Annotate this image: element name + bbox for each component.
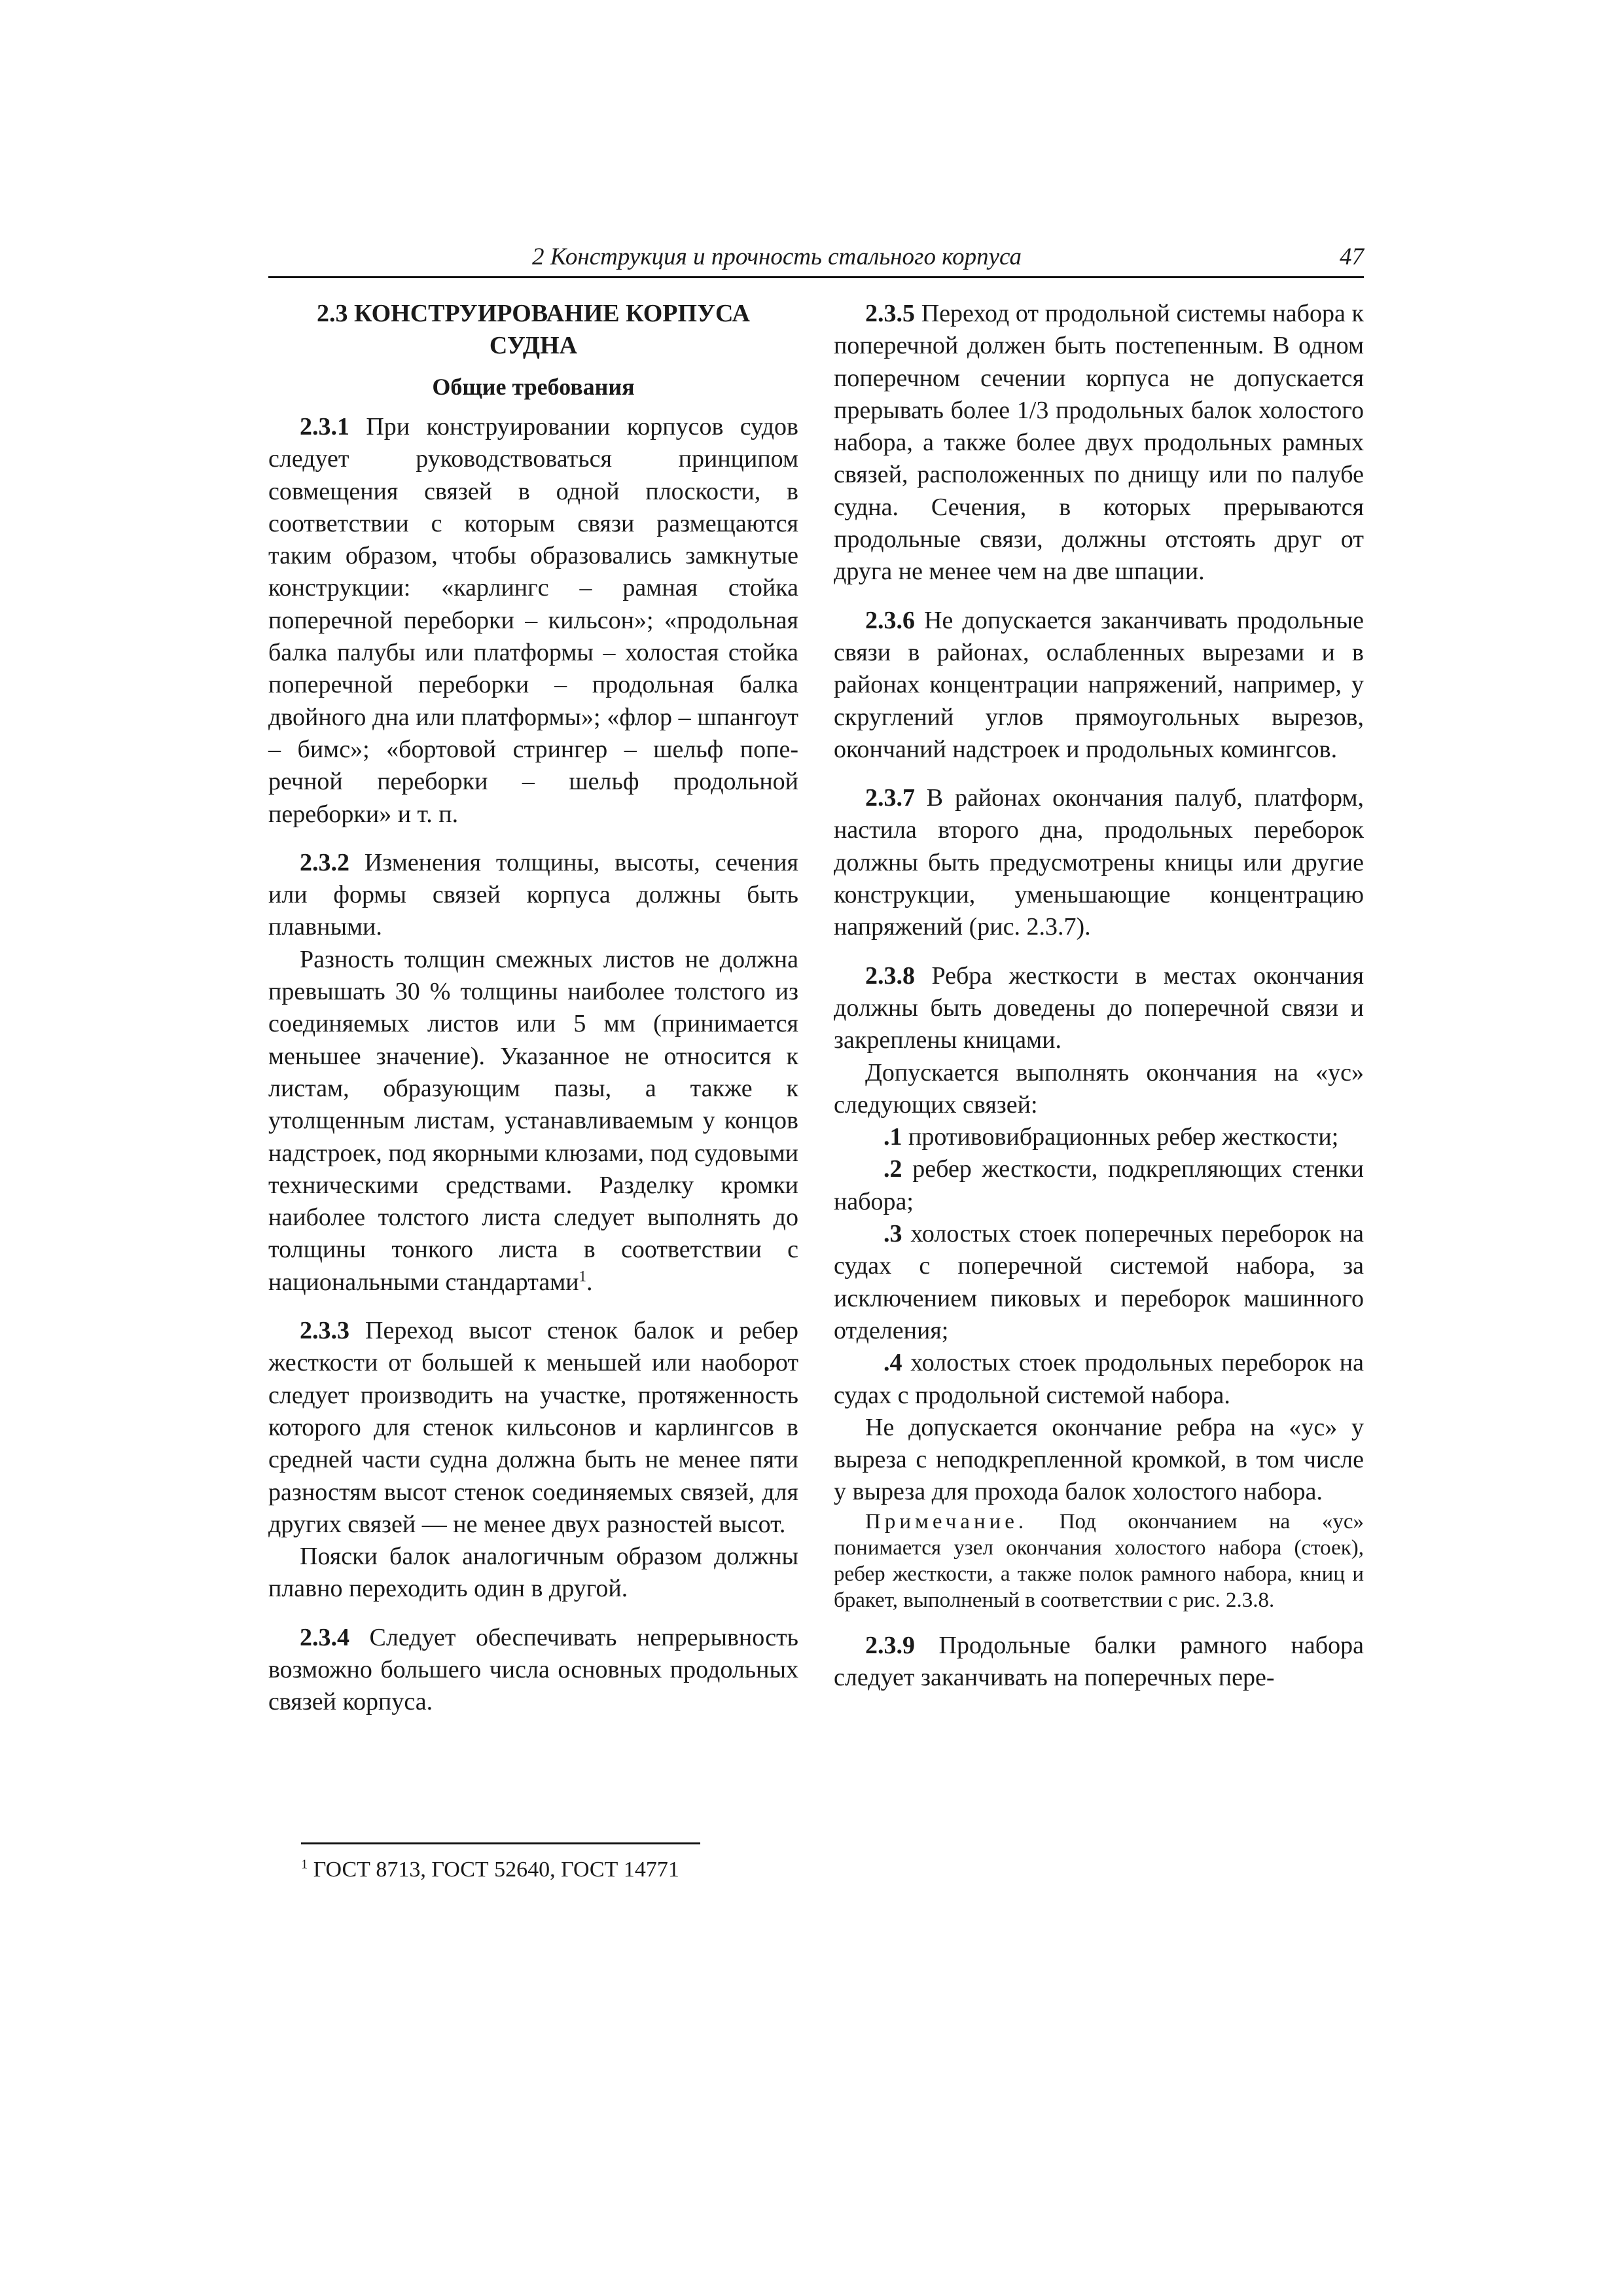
paragraph-2-3-8-continued bbox=[834, 1057, 1364, 1122]
clause-number: 2.3.7 bbox=[865, 784, 915, 812]
right-column bbox=[834, 298, 1364, 1694]
running-header bbox=[268, 241, 1364, 278]
paragraph-text: Переход от продольной системы набора к поперечной должен быть постепенным. В одном поперечном сечении корпуса не допускается прерывать более 1/3 продольных балок холостого набора, а также более двух продольных рамных связей, расположенных по днищу или по палубе судна. Сечения, в которых прерываются продольные связи, должны отстоять друг от друга не менее чем на две шпации. bbox=[834, 300, 1364, 586]
footnote bbox=[301, 1856, 798, 1884]
clause-number: 2.3.4 bbox=[300, 1623, 349, 1651]
note bbox=[834, 1509, 1364, 1613]
paragraph-text: Не допускается окончание ребра на «ус» у выреза с неподкрепленной кромкой, в том числе у выреза для прохода балок холостого набора. bbox=[834, 1413, 1364, 1506]
clause-number: 2.3.3 bbox=[300, 1317, 349, 1345]
note-label: Примечание. bbox=[865, 1509, 1028, 1534]
paragraph-text: Следует обеспечивать непрерывность возможно большего числа основных продольных связей корпуса. bbox=[268, 1623, 798, 1716]
section-title bbox=[268, 298, 798, 362]
left-column bbox=[268, 298, 798, 1719]
paragraph-2-3-4 bbox=[268, 1622, 798, 1719]
item-text: противовибрационных ребер жесткости; bbox=[902, 1123, 1339, 1151]
item-text: ребер жесткости, подкрепляющих стенки набора; bbox=[834, 1155, 1364, 1215]
clause-number: 2.3.8 bbox=[865, 961, 915, 990]
clause-number: 2.3.6 bbox=[865, 606, 915, 634]
paragraph-text: Пояски балок аналогичным образом должны плавно переходить один в другой. bbox=[268, 1543, 798, 1603]
running-title: 2 Конструкция и прочность стального корпуса bbox=[531, 243, 1022, 270]
paragraph-text: Изменения толщины, высоты, сечения или формы связей корпуса должны быть плавными. bbox=[268, 848, 798, 941]
list-item-2 bbox=[834, 1153, 1364, 1218]
clause-number: 2.3.2 bbox=[300, 848, 349, 876]
paragraph-2-3-2-continued: Разность толщин смежных листов не должна превышать 30 % толщины наиболее толстого из соединяемых листов или 5 мм (принимается меньшее значение). Указанное не относится к листам, образующим пазы, а также к утолщенным листам, устанавливаемым у концов надстроек, под якорными клюзами, под судовыми техническими средствами. Разделку кромки наиболее толстого листа следует выполнять до толщины тонкого листа в соответствии с национальными стандартами$^1$. bbox=[268, 945, 798, 1296]
paragraph-text: Переход высот стенок балок и ребер жесткости от большей к меньшей или наоборот следует производить на участке, протяженность которого для стенок кильсонов и карлингсов в средней части судна должна быть не менее пяти разностям высот стенок соединяемых связей, для других связей — не менее двух разностей высот. bbox=[268, 1317, 798, 1538]
item-number: .3 bbox=[883, 1220, 902, 1248]
footnote-text: ГОСТ 8713, ГОСТ 52640, ГОСТ 14771 bbox=[308, 1857, 679, 1882]
list-item-3 bbox=[834, 1218, 1364, 1347]
list-item-1 bbox=[834, 1121, 1364, 1153]
paragraph-2-3-9 bbox=[834, 1630, 1364, 1695]
paragraph-text: Ребра жесткости в местах окончания должны быть доведены до поперечной связи и закреплены кницами. bbox=[834, 961, 1364, 1054]
item-text: холостых стоек поперечных переборок на судах с поперечной системой набора, за исключением пиковых и переборок машинного отделения; bbox=[834, 1220, 1364, 1344]
paragraph-2-3-8-final bbox=[834, 1412, 1364, 1509]
paragraph-2-3-8 bbox=[834, 960, 1364, 1057]
clause-number: 2.3.1 bbox=[300, 413, 349, 440]
subheading: Общие требования bbox=[432, 374, 635, 400]
item-number: .4 bbox=[883, 1349, 902, 1377]
paragraph-text: При конструировании корпусов судов следует руководствоваться принципом совмещения связей в одной плоскости, в соответствии с которым связи размещаются таким образом, чтобы образовались замкнутые конструкции: «карлингс – рамная стойка поперечной переборки – кильсон»; «продольная балка палубы или платформы – холостая стойка поперечной переборки – продольная балка двойного дна или платформы»; «флор – шпангоут – бимс»; «бортовой стрингер – шельф поперечной переборки – шельф продольной переборки» и т. п. bbox=[268, 413, 798, 828]
paragraph-2-3-3 bbox=[268, 1315, 798, 1541]
paragraph-2-3-2 bbox=[268, 847, 798, 944]
page-number: 47 bbox=[1340, 243, 1364, 270]
item-number: .1 bbox=[883, 1123, 902, 1151]
note-text: Под окончанием на «ус» понимается узел окончания холостого набора (стоек), ребер жесткости, а также полок рамного набора, книц и бракет, выполненый в соответствии с рис. 2.3.8. bbox=[834, 1509, 1364, 1612]
footnote-divider bbox=[301, 1842, 700, 1844]
footnote-reference: 1 bbox=[579, 1268, 587, 1285]
clause-number: 2.3.5 bbox=[865, 300, 915, 327]
list-item-4 bbox=[834, 1347, 1364, 1412]
paragraph-2-3-3-continued bbox=[268, 1541, 798, 1605]
paragraph-2-3-6 bbox=[834, 605, 1364, 766]
paragraph-2-3-7 bbox=[834, 782, 1364, 943]
footnote-mark: 1 bbox=[301, 1857, 308, 1872]
item-text: холостых стоек продольных переборок на судах с продольной системой набора. bbox=[834, 1349, 1364, 1409]
section-title-line-2: СУДНА bbox=[489, 332, 578, 359]
paragraph-text: Не допускается заканчивать продольные связи в районах, ослабленных вырезами и в районах концентрации напряжений, например, у скруглений углов прямоугольных вырезов, окончаний надстроек и продольных комингсов. bbox=[834, 606, 1364, 763]
paragraph-2-3-1 bbox=[268, 411, 798, 831]
clause-number: 2.3.9 bbox=[865, 1631, 915, 1659]
section-title-line-1: 2.3 КОНСТРУИРОВАНИЕ КОРПУСА bbox=[317, 300, 750, 327]
paragraph-text: Продольные балки рамного набора следует заканчивать на поперечных пере- bbox=[834, 1631, 1364, 1691]
paragraph-text: В районах окончания палуб, платформ, настила второго дна, продольных переборок должны быть предусмотрены кницы или другие конструкции, уменьшающие концентрацию напряжений (рис. 2.3.7). bbox=[834, 784, 1364, 941]
paragraph-text: Допускается выполнять окончания на «ус» следующих связей: bbox=[834, 1058, 1364, 1119]
item-number: .2 bbox=[883, 1155, 902, 1183]
paragraph-text: Разность толщин смежных листов не должна превышать 30 % толщины наиболее толстого из соединяемых листов или 5 мм (принимается меньшее значение). Указанное не относится к листам, образующим пазы, а также к утолщенным листам, устанавливаемым у концов надстроек, под якорными клюзами, под судовыми техническими средствами. Разделку кромки наиболее толстого листа следует выполнять до толщины тонкого листа в соответствии с национальными стандартами bbox=[268, 945, 798, 1296]
paragraph-2-3-5 bbox=[834, 298, 1364, 588]
